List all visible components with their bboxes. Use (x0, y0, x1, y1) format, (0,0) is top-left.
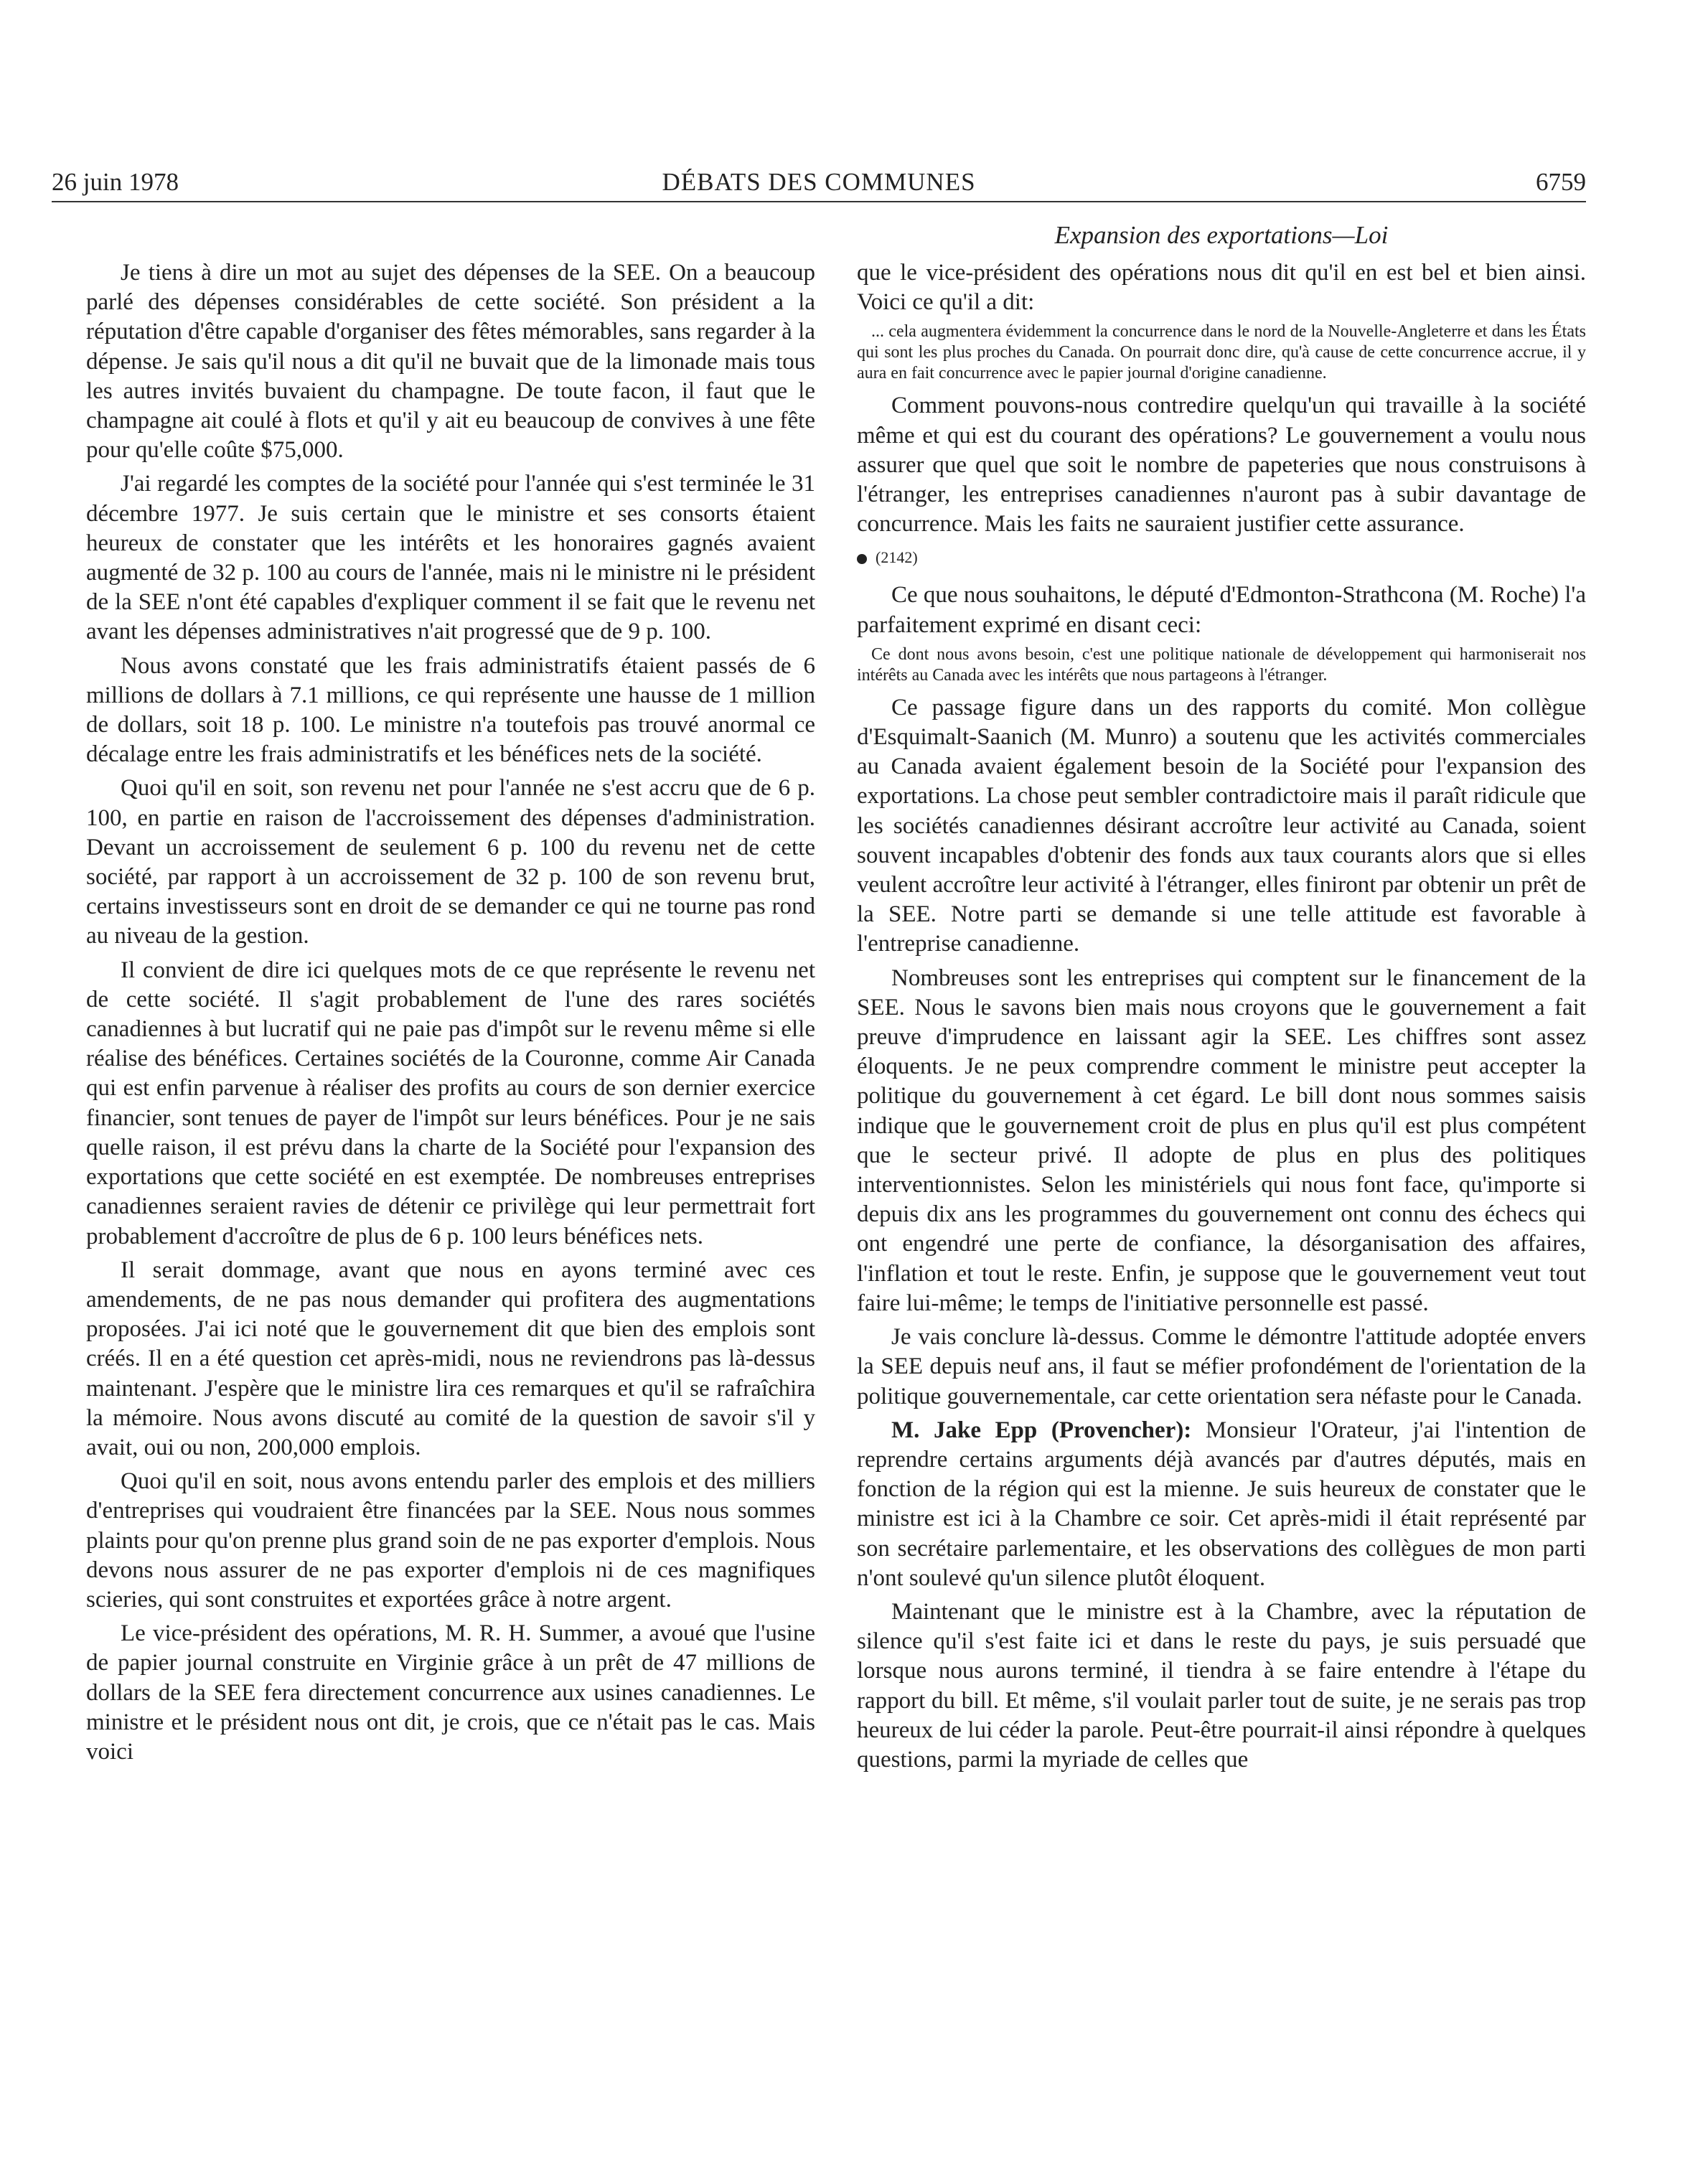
time-marker-label: (2142) (876, 548, 918, 567)
speaker-text: Monsieur l'Orateur, j'ai l'intention de reprendre certains arguments déjà avancés par d'autres députés, mais en fonction de la région qui est la mienne. Je suis heureux de constater que le ministre est ici à la Chambre ce soir. Cet après-midi il était représenté par son secrétaire parlementaire, et les observations des collègues de mon parti n'ont soulevé qu'un silence plutôt éloquent. (857, 1417, 1586, 1591)
paragraph: Je vais conclure là-dessus. Comme le démontre l'attitude adoptée envers la SEE depuis neuf ans, il faut se méfier profondément de l'orientation de la politique gouvernementale, car cette orientation sera néfaste pour le Canada. (857, 1324, 1586, 1409)
paragraph: Il convient de dire ici quelques mots de ce que représente le revenu net de cette société. Il s'agit probablement de l'une des rares sociétés canadiennes à but lucratif qui ne paie pas d'impôt sur le revenu même si elle réalise des bénéfices. Certaines sociétés de la Couronne, comme Air Canada qui est enfin parvenue à réaliser des profits au cours de son dernier exercice financier, sont tenues de payer de l'impôt sur leurs bénéfices. Pour je ne sais quelle raison, il est prévu dans la charte de la Société pour l'expansion des exportations que cette société en est exemptée. De nombreuses entreprises canadiennes seraient ravies de détenir ce privilège qui leur permettrait fort probablement d'accroître de plus de 6 p. 100 leurs bénéfices nets. (86, 957, 815, 1249)
header-rule (52, 201, 1586, 202)
time-marker (857, 545, 1586, 571)
bullet-icon (857, 554, 867, 564)
paragraph: J'ai regardé les comptes de la société pour l'année qui s'est terminée le 31 décembre 1977. Je suis certain que le ministre et ses consorts étaient heureux de constater que les intérêts et les honoraires gagnés avaient augmenté de 32 p. 100 au cours de l'année, mais ni le ministre ni le président de la SEE n'ont été capables d'expliquer comment il se fait que le revenu net avant les dépenses administratives n'ait progressé que de 9 p. 100. (86, 471, 815, 645)
block-quote: Ce dont nous avons besoin, c'est une politique nationale de développement qui harmoniserait nos intérêts au Canada avec les intérêts que nous partageons à l'étranger. (857, 644, 1586, 685)
header-date: 26 juin 1978 (52, 168, 179, 196)
running-header (52, 166, 1586, 198)
paragraph: Nous avons constaté que les frais administratifs étaient passés de 6 millions de dollars à 7.1 millions, ce qui représente une hausse de 1 million de dollars, soit 18 p. 100. Le ministre n'a toutefois pas trouvé anormal ce décalage entre les frais administratifs et les bénéfices nets de la société. (86, 652, 815, 768)
paragraph: Ce passage figure dans un des rapports du comité. Mon collègue d'Esquimalt-Saanich (M. Munro) a soutenu que les activités commerciales au Canada avaient également besoin de la Société pour l'expansion des exportations. La chose peut sembler contradictoire mais il paraît ridicule que les sociétés canadiennes désirant accroître leur activité au Canada, soient souvent incapables d'obtenir des fonds aux taux courants alors que si elles veulent accroître leur activité à l'étranger, elles finiront par obtenir un prêt de la SEE. Notre parti se demande si une telle attitude est favorable à l'entreprise canadienne. (857, 694, 1586, 957)
block-quote: ... cela augmentera évidemment la concurrence dans le nord de la Nouvelle-Angleterre et dans les États qui sont les plus proches du Canada. On pourrait donc dire, qu'à cause de cette concurrence accrue, il y aura en fait concurrence avec le papier journal d'origine canadienne. (857, 322, 1586, 383)
header-title: DÉBATS DES COMMUNES (662, 168, 976, 196)
right-column (857, 258, 1586, 1779)
paragraph: que le vice-président des opérations nous dit qu'il en est bel et bien ainsi. Voici ce qu'il a dit: (857, 260, 1586, 316)
paragraph: Quoi qu'il en soit, nous avons entendu parler des emplois et des milliers d'entreprises qui voudraient être financées par la SEE. Nous nous sommes plaints pour qu'on prenne plus grand soin de ne pas exporter d'emplois. Nous devons nous assurer de ne pas exporter d'emplois ni de ces magnifiques scieries, qui sont construites et exportées grâce à notre argent. (86, 1468, 815, 1613)
speaker-name: M. Jake Epp (Provencher): (891, 1417, 1192, 1443)
speaker-paragraph (857, 1416, 1586, 1593)
paragraph: Il serait dommage, avant que nous en ayons terminé avec ces amendements, de ne pas nous demander qui profitera des augmentations proposées. J'ai ici noté que le gouvernement dit que bien des emplois sont créés. Il en a été question cet après-midi, nous ne reviendrons pas là-dessus maintenant. J'espère que le ministre lira ces remarques et qu'il se rafraîchira la mémoire. Nous avons discuté au comité de la question de savoir s'il y avait, oui ou non, 200,000 emplois. (86, 1257, 815, 1460)
paragraph: Maintenant que le ministre est à la Chambre, avec la réputation de silence qu'il s'est faite ici et dans le reste du pays, je suis persuadé que lorsque nous aurons terminé, il tiendra à se faire entendre à l'étape du rapport du bill. Et même, s'il voulait parler tout de suite, je ne serais pas trop heureux de lui céder la parole. Peut-être pourrait-il ainsi répondre à quelques questions, parmi la myriade de celles que (857, 1598, 1586, 1773)
paragraph: Comment pouvons-nous contredire quelqu'un qui travaille à la société même et qui est du courant des opérations? Le gouvernement a voulu nous assurer que quel que soit le nombre de papeteries que nous construisons à l'étranger, les entreprises canadiennes n'auront pas à subir davantage de concurrence. Mais les faits ne sauraient justifier cette assurance. (857, 393, 1586, 538)
paragraph: Nombreuses sont les entreprises qui comptent sur le financement de la SEE. Nous le savons bien mais nous croyons que le gouvernement a fait preuve d'imprudence en laissant agir la SEE. Les chiffres sont assez éloquents. Je ne peux comprendre comment le ministre peut accepter la politique du gouvernement à cet égard. Le bill dont nous sommes saisis indique que le gouvernement croit de plus en plus qu'il est plus compétent que le secteur privé. Il adopte de plus en plus des politiques interventionnistes. Selon les ministériels qui nous font face, qu'importe si depuis dix ans les programmes du gouvernement ont connu des échecs qui ont engendré une perte de confiance, la désorganisation des affaires, l'inflation et tout le reste. Enfin, je suppose que le gouvernement veut tout faire lui-même; le temps de l'initiative personnelle est passé. (857, 965, 1586, 1316)
paragraph: Je tiens à dire un mot au sujet des dépenses de la SEE. On a beaucoup parlé des dépenses considérables de cette société. Son président a la réputation d'être capable d'organiser des fêtes mémorables, sans regarder à la dépense. Je sais qu'il nous a dit qu'il ne buvait que de la limonade mais tous les autres invités buvaient du champagne. De toute facon, il faut que le champagne ait coulé à flots et qu'il y ait eu beaucoup de convives à une fête pour qu'elle coûte $75,000. (86, 260, 815, 464)
page-number: 6759 (1536, 168, 1586, 196)
paragraph: Le vice-président des opérations, M. R. H. Summer, a avoué que l'usine de papier journal construite en Virginie grâce à un prêt de 47 millions de dollars de la SEE fera directement concurrence aux usines canadiennes. Le ministre et le président nous ont dit, je crois, que ce n'était pas le cas. Mais voici (86, 1620, 815, 1765)
left-column (86, 258, 815, 1771)
paragraph: Ce que nous souhaitons, le député d'Edmonton-Strathcona (M. Roche) l'a parfaitement exprimé en disant ceci: (857, 582, 1586, 638)
section-subhead: Expansion des exportations—Loi (1054, 221, 1389, 249)
paragraph: Quoi qu'il en soit, son revenu net pour l'année ne s'est accru que de 6 p. 100, en partie en raison de l'accroissement des dépenses d'administration. Devant un accroissement de seulement 6 p. 100 du revenu net de cette société, par rapport à un accroissement de 32 p. 100 de son revenu brut, certains investisseurs sont en droit de se demander ce qui ne tourne pas rond au niveau de la gestion. (86, 775, 815, 949)
